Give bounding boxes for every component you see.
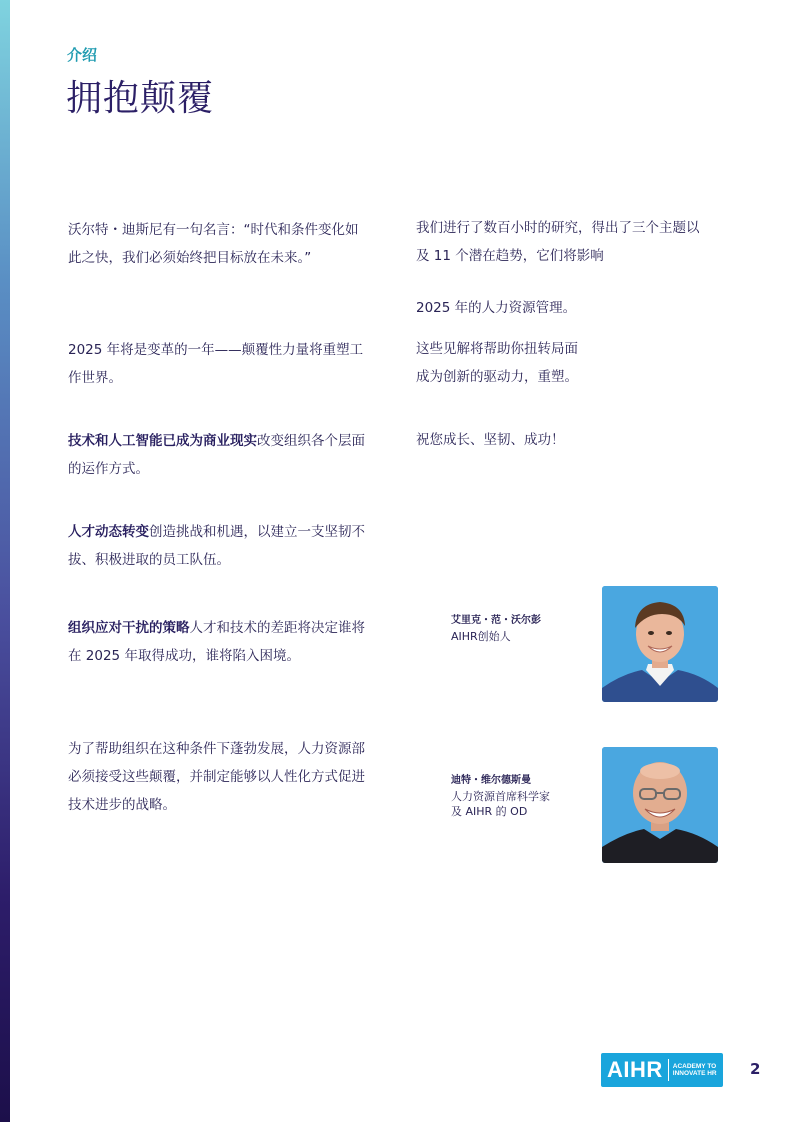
left-paragraph-6: 为了帮助组织在这种条件下蓬勃发展，人力资源部必须接受这些颠覆，并制定能够以人性化方式促进技术进步的战略。 [68, 741, 365, 813]
logo-tagline [673, 1063, 717, 1077]
paragraph-text: 人才和技术的差距将决定谁将在 2025 年取得成功，谁将陷入困境。 [68, 620, 365, 664]
person-portrait-icon [602, 747, 718, 863]
side-gradient-bar [0, 0, 10, 1122]
right-paragraph-3: 这些见解将帮助你扭转局面成为创新的驱动力，重塑。 [416, 341, 578, 385]
person-portrait-icon [602, 586, 718, 702]
right-paragraph-4: 祝您成长、坚韧、成功！ [416, 432, 565, 448]
bold-lead: 人才动态转变 [68, 524, 149, 540]
page-title: 拥抱颠覆 [66, 78, 215, 119]
left-paragraph-3 [68, 427, 368, 483]
person-role: 人力资源首席科学家 [451, 790, 550, 803]
logo-divider [668, 1059, 669, 1081]
person-card-founder [451, 613, 541, 644]
person-name: 艾里克・范・沃尔彭 [451, 615, 541, 626]
right-paragraph-2: 2025 年的人力资源管理。 [416, 300, 577, 316]
person-role: AIHR创始人 [451, 630, 511, 643]
person-card-chief-scientist [451, 773, 550, 819]
founder-photo [602, 586, 718, 702]
left-paragraph-1: 沃尔特・迪斯尼有一句名言：“时代和条件变化如此之快，我们必须始终把目标放在未来。” [68, 222, 359, 266]
logo-wordmark: AIHR [607, 1057, 663, 1082]
person-role-line2: 及 AIHR 的 OD [451, 805, 528, 818]
left-paragraph-5 [68, 614, 368, 670]
person-name: 迪特・维尔德斯曼 [451, 775, 531, 786]
paragraph-text: 创造挑战和机遇，以建立一支坚韧不拔、积极进取的员工队伍。 [68, 524, 365, 568]
paragraph-text: 改变组织各个层面的运作方式。 [68, 433, 365, 477]
left-paragraph-2: 2025 年将是变革的一年——颠覆性力量将重塑工作世界。 [68, 342, 364, 386]
right-paragraph-1: 我们进行了数百小时的研究，得出了三个主题以及 11 个潜在趋势，它们将影响 [416, 220, 700, 264]
logo-tagline-line1: ACADEMY TO [672, 1063, 717, 1070]
bold-lead: 技术和人工智能已成为商业现实 [68, 433, 257, 449]
page-number: 2 [750, 1060, 761, 1078]
left-paragraph-4 [68, 518, 368, 574]
section-kicker: 介绍 [67, 46, 98, 64]
chief-scientist-photo [602, 747, 718, 863]
aihr-logo [601, 1053, 723, 1087]
logo-tagline-line2: INNOVATE HR [672, 1070, 717, 1077]
bold-lead: 组织应对干扰的策略 [68, 620, 190, 636]
